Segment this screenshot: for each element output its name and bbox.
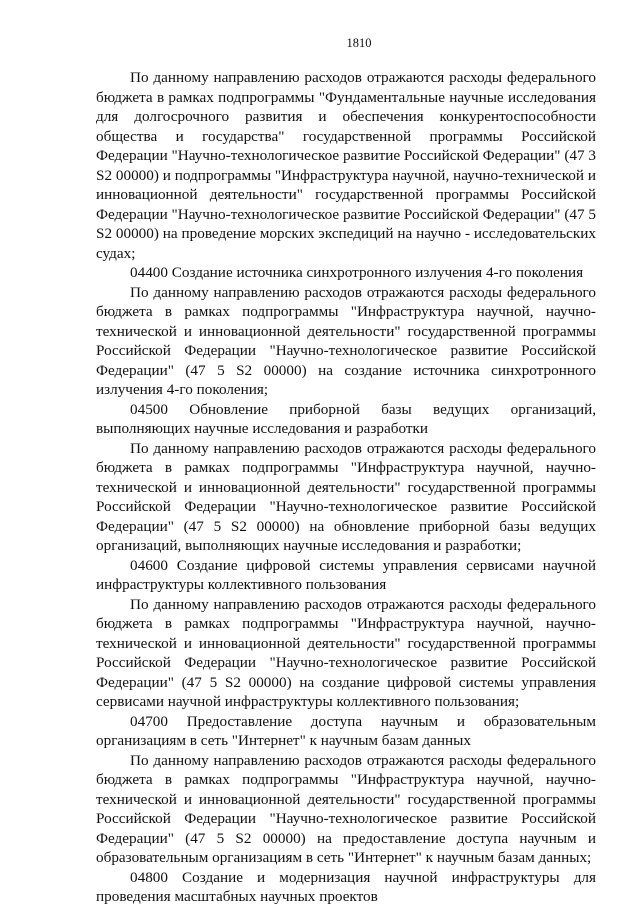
heading-04700: 04700 Предоставление доступа научным и образовательным организациям в сеть "Интернет" к научным базам данных bbox=[96, 712, 596, 749]
heading-04500: 04500 Обновление приборной базы ведущих организаций, выполняющих научные исследования и разработки bbox=[96, 400, 596, 437]
paragraph-expenses-digital-system: По данному направлению расходов отражаются расходы федерального бюджета в рамках подпрограммы "Инфраструктура научной, научно-технической и инновационной деятельности" государственной программы Российской Федерации "Научно-технологическое развитие Российской Федерации" (47 5 S2 00000) на создание цифровой системы управления сервисами научной инфраструктуры коллективного пользования; bbox=[96, 595, 596, 710]
paragraph-expenses-internet-access: По данному направлению расходов отражаются расходы федерального бюджета в рамках подпрограммы "Инфраструктура научной, научно-технической и инновационной деятельности" государственной программы Российской Федерации "Научно-технологическое развитие Российской Федерации" (47 5 S2 00000) на предоставление доступа научным и образовательным организациям в сеть "Интернет" к научным базам данных; bbox=[96, 751, 596, 866]
page-number: 1810 bbox=[346, 36, 372, 50]
heading-04600: 04600 Создание цифровой системы управления сервисами научной инфраструктуры коллективного пользования bbox=[96, 556, 596, 593]
heading-04800: 04800 Создание и модернизация научной инфраструктуры для проведения масштабных научных проектов bbox=[96, 868, 596, 905]
paragraph-expenses-synchrotron: По данному направлению расходов отражаются расходы федерального бюджета в рамках подпрограммы "Инфраструктура научной, научно-технической и инновационной деятельности" государственной программы Российской Федерации "Научно-технологическое развитие Российской Федерации" (47 5 S2 00000) на создание источника синхротронного излучения 4-го поколения; bbox=[96, 283, 596, 398]
paragraph-expenses-marine-expeditions: По данному направлению расходов отражаются расходы федерального бюджета в рамках подпрограммы "Фундаментальные научные исследования для долгосрочного развития и обеспечения конкурентоспособности общества и государства" государственной программы Российской Федерации "Научно-технологическое развитие Российской Федерации" (47 3 S2 00000) и подпрограммы "Инфраструктура научной, научно-технической и инновационной деятельности" государственной программы Российской Федерации "Научно-технологическое развитие Российской Федерации" (47 5 S2 00000) на проведение морских экспедиций на научно - исследовательских судах; bbox=[96, 69, 596, 262]
paragraph-expenses-instrument-base: По данному направлению расходов отражаются расходы федерального бюджета в рамках подпрограммы "Инфраструктура научной, научно-технической и инновационной деятельности" государственной программы Российской Федерации "Научно-технологическое развитие Российской Федерации" (47 5 S2 00000) на обновление приборной базы ведущих организаций, выполняющих научные исследования и разработки; bbox=[96, 439, 596, 554]
heading-04400: 04400 Создание источника синхротронного излучения 4-го поколения bbox=[130, 264, 584, 281]
